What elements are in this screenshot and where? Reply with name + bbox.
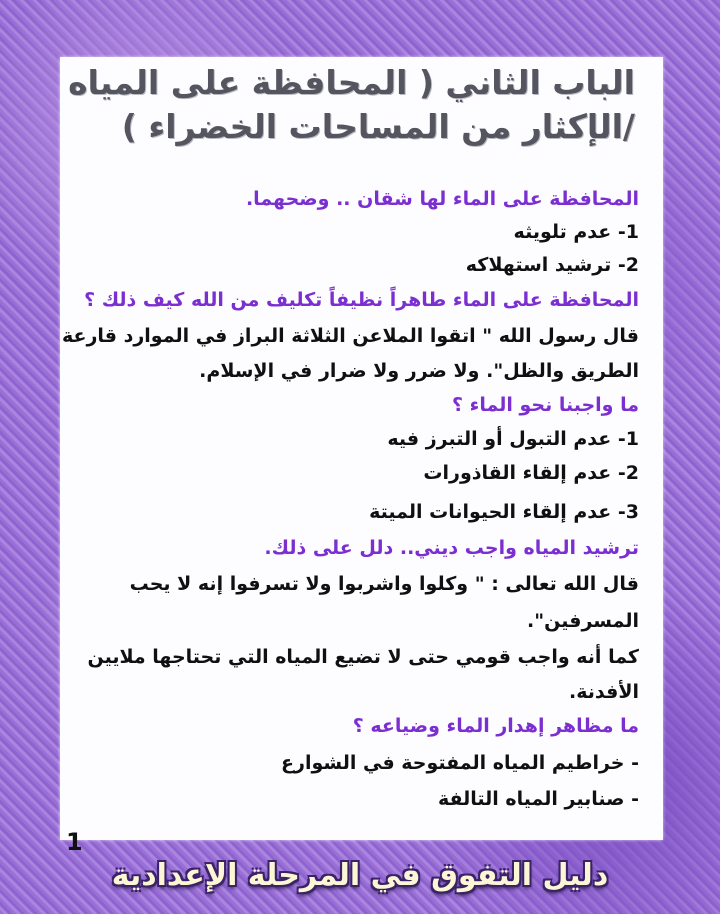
answer-line: - خراطيم المياه المفتوحة في الشوارع [281,752,639,774]
answer-line: 1- عدم تلويثه [513,221,639,243]
answer-line: المسرفين". [527,610,639,632]
question-line: المحافظة على الماء لها شقان .. وضحهما. [245,188,639,210]
chapter-title-line-1: الباب الثاني ( المحافظة على المياه [68,63,635,102]
answer-line: 2- عدم إلقاء القاذورات [423,462,639,484]
question-line: المحافظة على الماء طاهراً نظيفاً تكليف من الله كيف ذلك ؟ [84,289,639,311]
page-card [60,57,663,840]
answer-line: الأفدنة. [569,681,639,703]
chapter-title-line-2: /الإكثار من المساحات الخضراء ) [121,107,635,146]
page-number: 1 [66,828,83,856]
answer-line: 2- ترشيد استهلاكه [465,254,639,276]
answer-line: 3- عدم إلقاء الحيوانات الميتة [369,501,639,523]
question-line: ترشيد المياه واجب ديني.. دلل على ذلك. [264,537,639,559]
footer-banner: دليل التفوق في المرحلة الإعدادية [111,858,609,893]
question-line: ما واجبنا نحو الماء ؟ [451,394,639,416]
content-area [60,57,663,840]
answer-line: قال الله تعالى : " وكلوا واشربوا ولا تسرفوا إنه لا يحب [129,573,639,595]
question-line: ما مظاهر إهدار الماء وضياعه ؟ [352,715,639,737]
answer-line: قال رسول الله " اتقوا الملاعن الثلاثة البراز في الموارد قارعة [61,325,639,347]
answer-line: 1- عدم التبول أو التبرز فيه [387,428,639,450]
answer-line: الطريق والظل". ولا ضرر ولا ضرار في الإسلام. [199,360,639,382]
answer-line: - صنابير المياه التالفة [437,788,639,810]
answer-line: كما أنه واجب قومي حتى لا تضيع المياه التي تحتاجها ملايين [87,646,639,668]
